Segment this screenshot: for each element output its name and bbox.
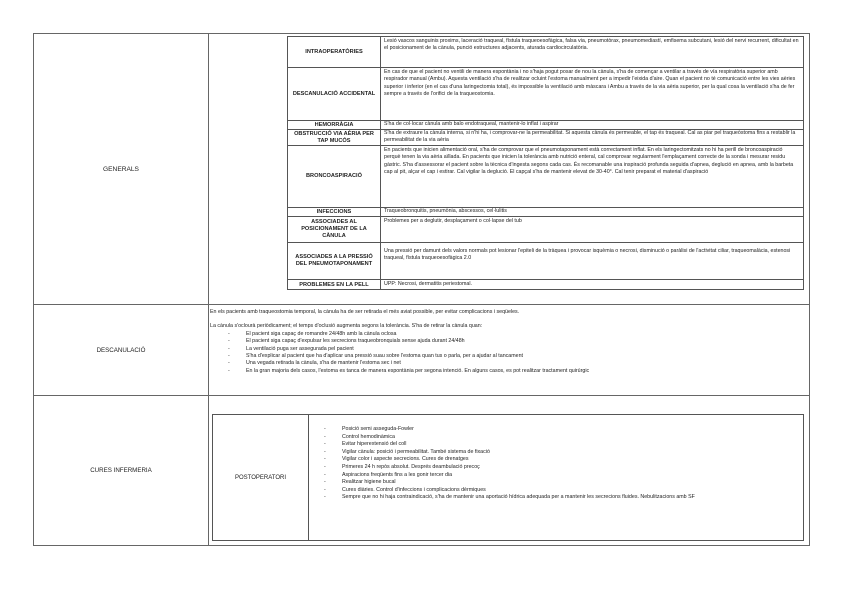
- list-item: - La ventilació puga ser assegurada pel pacient: [210, 346, 806, 353]
- descanulacio-row: [34, 305, 809, 396]
- list-item: - Sempre que no hi haja contraindicació, s'ha de mantenir una aportació hídrica adequada per a mantenir les secrecions fluides. Nebulitzacions amb SF: [310, 494, 800, 502]
- row-text: UPP: Necrosi, dermatitis periestomal.: [384, 281, 473, 287]
- generals-row: [34, 34, 809, 305]
- generals-subtable: [287, 36, 804, 290]
- row-title: DESCANULACIÓ ACCIDENTAL: [288, 68, 381, 120]
- row-pell: [288, 280, 803, 290]
- cures-label: CURES INFERMERIA: [34, 396, 209, 545]
- list-item: - Cures diàries. Control d'infeccions i complicacions dèrmiques: [310, 487, 800, 495]
- row-text: Una pressió per damunt dels valors normals pot lesionar l'epiteli de la tràquea i provocar isquèmia o necrosi, disminució o paràlisi de l'activitat ciliar, traqueomalàcia, estenosi traqueal, fístula traqueoesofàgica 2.0: [384, 248, 791, 262]
- row-text: S'ha de col·locar cànula amb balo endotraqueal, mantenir-lo inflat i aspirar: [384, 121, 559, 127]
- row-title: PROBLEMES EN LA PELL: [288, 280, 381, 290]
- list-item: - Vigilar color i aspecte secrecions. Cures de drenatges: [310, 456, 800, 464]
- row-posicionament: [288, 217, 803, 243]
- list-item: - Evitar hiperextensió del coll: [310, 441, 800, 449]
- list-item: - En la gran majoria dels casos, l'estoma es tanca de manera espontània per segona intenció. En alguns casos, es pot realitzar tractament quirúrgic: [210, 368, 806, 375]
- list-item: - Una vegada retirada la cànula, s'ha de mantenir l'estoma sec i net: [210, 360, 806, 367]
- row-intraoperatories: [288, 37, 803, 68]
- row-title: INTRAOPERATÒRIES: [288, 37, 381, 67]
- row-text: En cas de que el pacient no ventili de manera espontània i no s'haja pogut posar de nou la cànula, s'ha de començar a ventilar a través de vía respiratòria superior amb respirador manual (Ambu). Aquesta ventilació s'ha de realitzar ocluint l'estoma manualment per a impedir l'eixida d'aire. Quan el pacient no té comunicació entre les vies aèries superior i inferior (en el cas d'una laringectomia total), és impossible la ventilació amb màscara i Ambu a través de la via aèria superior, per la qual cosa la ventilació s'ha de fer sempre a través de l'orifici de la traqueostomia.: [384, 69, 796, 98]
- generals-label: GENERALS: [34, 34, 209, 305]
- row-title: OBSTRUCCIÓ VIA AÈRIA PER TAP MUCÓS: [288, 130, 381, 145]
- descanulacio-intro-2: La cànula s'oclourà periòdicament; el temps d'oclusió augmenta segons la tolerància. S'ha de retirar la cànula quan:: [210, 323, 483, 330]
- descanulacio-content: [210, 309, 806, 393]
- postoperatori-list: [310, 426, 800, 502]
- list-item: - El pacient siga capaç de romandre 24/48h amb la cànula oclosa: [210, 331, 806, 338]
- list-item: - Vigilar cànula: posició i permeabilitat. També sistema de fixació: [310, 449, 800, 457]
- descanulacio-list: [210, 331, 806, 375]
- list-item: - Primeres 24 h repòs absolut. Després deambulació precoç: [310, 464, 800, 472]
- row-text: Problemes per a deglutir, desplaçament o col·lapse del tub: [384, 218, 522, 224]
- row-broncoaspiracio: [288, 146, 803, 208]
- list-item: - Realitzar higiene bucal: [310, 479, 800, 487]
- list-item: - Control hemodinàmica: [310, 434, 800, 442]
- care-table: [33, 33, 810, 546]
- row-descanulacio-accidental: [288, 68, 803, 121]
- row-hemorragia: [288, 121, 803, 130]
- cures-subtable: [212, 414, 804, 541]
- postoperatori-content: [310, 426, 800, 536]
- row-title: HEMORRÀGIA: [288, 121, 381, 129]
- row-title: ASSOCIADES A LA PRESSIÓ DEL PNEUMOTAPONAMENT: [288, 243, 381, 279]
- row-title: BRONCOASPIRACIÓ: [288, 146, 381, 207]
- descanulacio-label: DESCANULACIÓ: [34, 305, 209, 395]
- list-item: - El pacient siga capaç d'expulsar les secrecions traqueobronquials sense ajuda durant 24/48h: [210, 338, 806, 345]
- cures-row: [34, 396, 809, 545]
- row-infeccions: [288, 208, 803, 217]
- postoperatori-label: POSTOPERATORI: [213, 415, 309, 540]
- descanulacio-intro-1: En els pacients amb traqueostomia temporal, la cànula ha de ser retirada el més aviat possible, per evitar complicacions i seqüeles.: [210, 309, 520, 315]
- list-item: - Aspiracions freqüents fins a les gonir tercer dia: [310, 472, 800, 480]
- list-item: - Posició semi asseguda-Fowler: [310, 426, 800, 434]
- row-text: Traqueobronquitis, pneumònia, abscessos, cel·lulitis: [384, 208, 507, 214]
- row-pressio: [288, 243, 803, 280]
- row-title: ASSOCIADES AL POSICIONAMENT DE LA CÀNULA: [288, 217, 381, 242]
- row-obstruccio: [288, 130, 803, 146]
- row-text: Lesió vascos sanguinis proxims, laceració traqueal, fístula traqueoesofàgica, falsa via, pneumotòrax, pneumomediastí, emfisema subcutani, lesió del nervi recurrent, dificultat en el posicionament de la cànula, punció estructures adjacents, aturada cardiocirculatòria.: [384, 38, 799, 52]
- row-text: S'ha de extraure la cànula interna, si n'hi ha, i comprovar-ne la permeabilitat. Si aquesta cànula és permeable, el tap és traqueal. Cal as piar pel traqueòstoma fins a restablir la permeabilitat de la via aèria: [384, 130, 796, 144]
- list-item: - S'ha d'explicar al pacient que ha d'aplicar una pressió suau sobre l'estoma quan tus o parla, per a ajudar al tancament: [210, 353, 806, 360]
- row-text: En pacients que inicien alimentació oral, s'ha de comprovar que el pneumotaponament està correctament inflat. En els laringectomitzats no hi ha perill de broncoaspiració perquè tenen la via aèria aïllada. En pacients que inicien la tolerància amb nutrició enteral, cal comprovar regularment l'emplaçament correcte de la sonda i mesurar residu gàstric. S'ha d'assessorar el pacient sobre la tècnica d'ingesta segons cada cas. És recomanable una inspiració profunda seguida d'apnea, deglució en apnea, amb la barbeta cap al pit, alçar el cap i estirar. Cal vigilar la deglució. El capçal s'ha de mantenir elevat de 30-40°. Cal tenir preparat el material d'aspiració: [384, 147, 794, 176]
- row-title: INFECCIONS: [288, 208, 381, 216]
